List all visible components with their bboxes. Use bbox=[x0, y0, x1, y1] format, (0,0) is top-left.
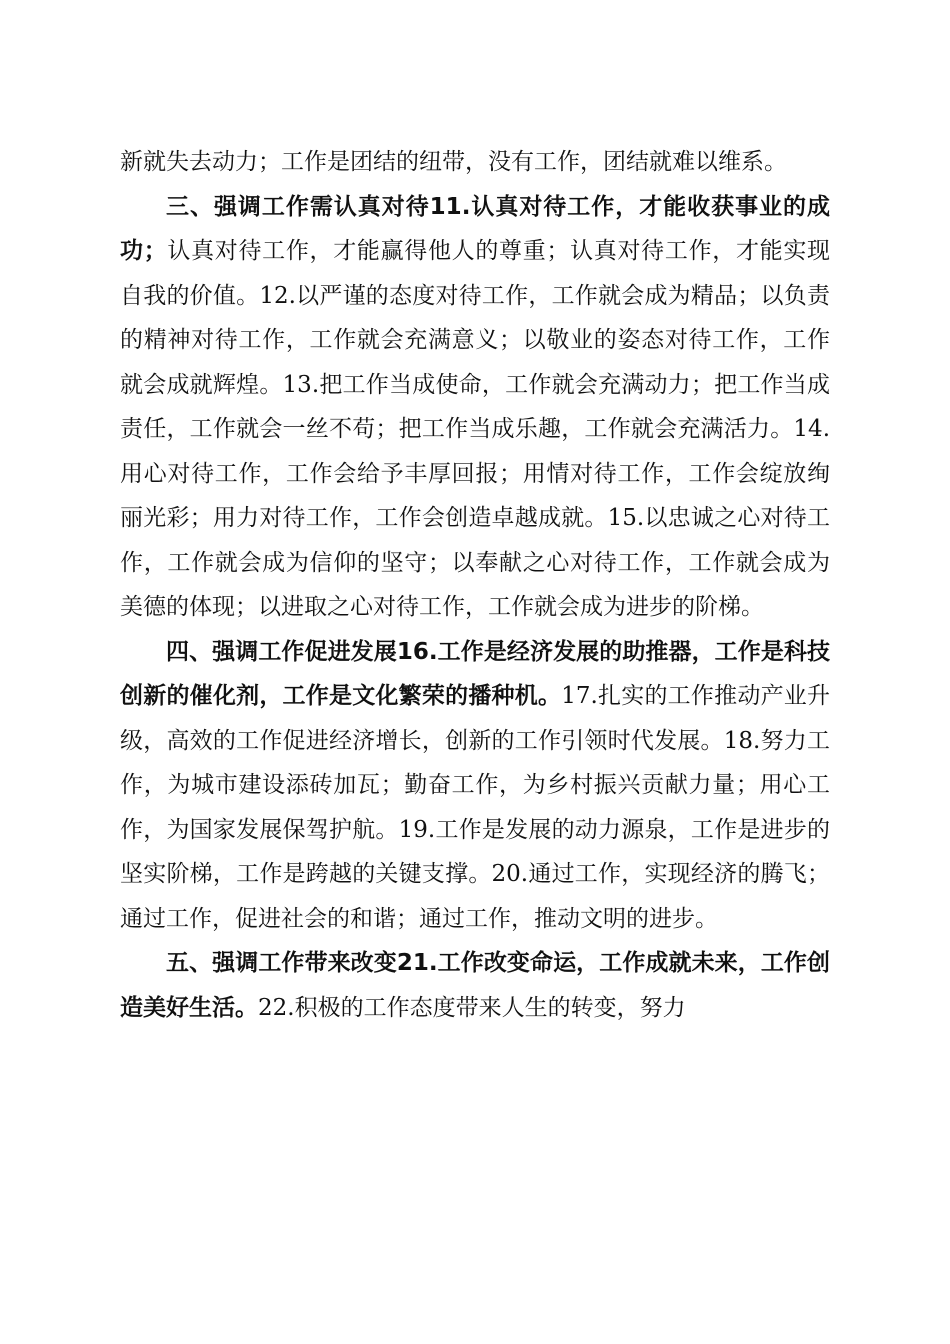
paragraph-section-3 bbox=[120, 185, 830, 630]
section-4-heading: 四、强调工作促进发展16.工作是经济发展的助推器，工作是科技创新的催化剂，工作是文化繁荣的播种机。 bbox=[120, 638, 830, 709]
section-5-heading: 五、强调工作带来改变21.工作改变命运，工作成就未来，工作创造美好生活。 bbox=[120, 950, 830, 1021]
paragraph-body-text: 新就失去动力；工作是团结的纽带，没有工作，团结就难以维系。 bbox=[120, 149, 787, 175]
paragraph-section-4 bbox=[120, 630, 830, 942]
document-page bbox=[120, 140, 830, 1030]
paragraph-continuation bbox=[120, 140, 830, 185]
section-5-body: 22.积极的工作态度带来人生的转变，努力 bbox=[258, 994, 686, 1021]
section-4-body: 17.扎实的工作推动产业升级，高效的工作促进经济增长，创新的工作引领时代发展。18.努力工作，为城市建设添砖加瓦；勤奋工作，为乡村振兴贡献力量；用心工作，为国家发展保驾护航。19.工作是发展的动力源泉，工作是进步的坚实阶梯，工作是跨越的关键支撑。20.通过工作，实现经济的腾飞；通过工作，促进社会的和谐；通过工作，推动文明的进步。 bbox=[120, 683, 831, 932]
section-3-heading: 三、强调工作需认真对待11.认真对待工作，才能收获事业的成功； bbox=[120, 193, 830, 264]
paragraph-section-5 bbox=[120, 941, 830, 1030]
section-3-body: 认真对待工作，才能赢得他人的尊重；认真对待工作，才能实现自我的价值。12.以严谨的态度对待工作，工作就会成为精品；以负责的精神对待工作，工作就会充满意义；以敬业的姿态对待工作，工作就会成就辉煌。13.把工作当成使命，工作就会充满动力；把工作当成责任，工作就会一丝不苟；把工作当成乐趣，工作就会充满活力。14.用心对待工作，工作会给予丰厚回报；用情对待工作，工作会绽放绚丽光彩；用力对待工作，工作会创造卓越成就。15.以忠诚之心对待工作，工作就会成为信仰的坚守；以奉献之心对待工作，工作就会成为美德的体现；以进取之心对待工作，工作就会成为进步的阶梯。 bbox=[120, 238, 831, 620]
